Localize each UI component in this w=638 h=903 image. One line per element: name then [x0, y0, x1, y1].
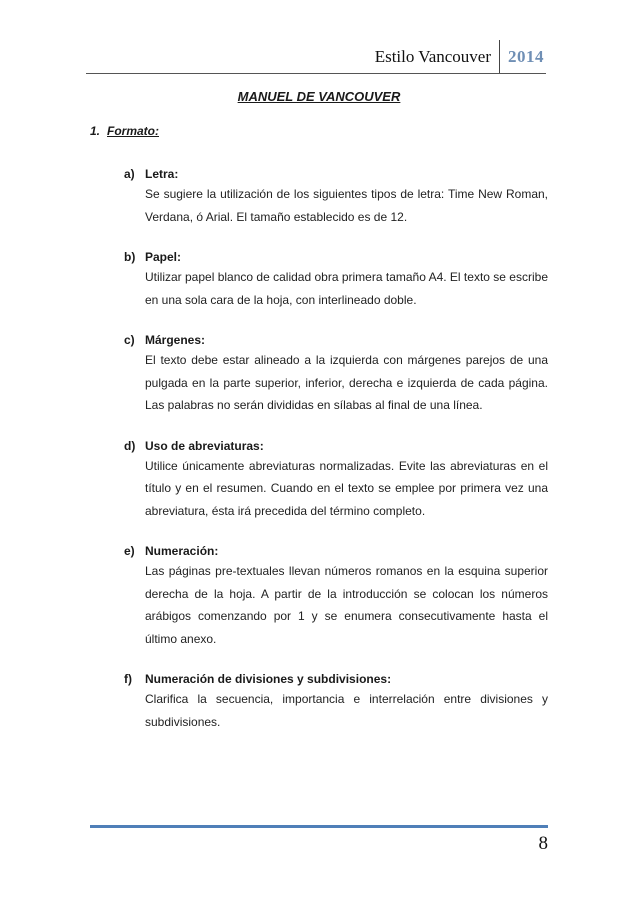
- item-body: Utilice únicamente abreviaturas normalizadas. Evite las abreviaturas en el título y en el resumen. Cuando en el texto se emplee por primera vez una abreviatura, ésta irá precedida del término completo.: [145, 458, 548, 518]
- page-number: 8: [538, 833, 548, 854]
- item-title: [124, 249, 548, 266]
- item-letter: d): [124, 438, 136, 453]
- item-letter: b): [124, 250, 136, 264]
- item-title-text: Letra:: [145, 167, 179, 181]
- item-letter: a): [124, 167, 135, 181]
- item-title: [124, 543, 548, 560]
- item-letter: f): [124, 672, 132, 686]
- header-year: 2014: [508, 47, 544, 66]
- document-title: MANUEL DE VANCOUVER: [237, 89, 401, 104]
- item-title-text: Numeración de divisiones y subdivisiones:: [145, 672, 392, 686]
- item-title: [124, 332, 548, 349]
- format-item-abreviaturas: [124, 438, 548, 523]
- format-item-letra: [124, 166, 548, 228]
- section-heading: [90, 124, 159, 138]
- format-item-papel: [124, 249, 548, 311]
- format-item-numeracion: [124, 543, 548, 650]
- item-title-text: Uso de abreviaturas:: [145, 438, 264, 453]
- item-body: Utilizar papel blanco de calidad obra primera tamaño A4. El texto se escribe en una sola cara de la hoja, con interlineado doble.: [145, 270, 548, 307]
- item-title: [124, 166, 548, 183]
- item-title-text: Papel:: [145, 250, 182, 264]
- section-number: 1.: [90, 124, 101, 138]
- item-body: Se sugiere la utilización de los siguientes tipos de letra: Time New Roman, Verdana, ó Arial. El tamaño establecido es de 12.: [145, 187, 548, 224]
- item-body: El texto debe estar alineado a la izquierda con márgenes parejos de una pulgada en la parte superior, inferior, derecha e izquierda de cada página. Las palabras no serán divididas en sílabas al final de una línea.: [145, 353, 548, 412]
- page-header: [375, 40, 544, 74]
- header-title: Estilo Vancouver: [374, 47, 491, 66]
- format-item-list: [124, 166, 548, 754]
- item-title-text: Numeración:: [145, 544, 219, 558]
- item-body: Las páginas pre-textuales llevan números romanos en la esquina superior derecha de la hoja. A partir de la introducción se colocan los números arábigos comenzando por 1 y se enumera consecutivamente hasta el último anexo.: [145, 564, 548, 646]
- format-item-divisiones: [124, 671, 548, 733]
- item-title: [124, 671, 548, 688]
- item-letter: e): [124, 544, 135, 558]
- item-title: [124, 438, 548, 455]
- header-rule: [86, 73, 546, 74]
- item-letter: c): [124, 333, 135, 347]
- item-title-text: Márgenes:: [145, 333, 206, 347]
- format-item-margenes: [124, 332, 548, 417]
- section-title: Formato:: [107, 124, 159, 138]
- item-body: Clarifica la secuencia, importancia e interrelación entre divisiones y subdivisiones.: [145, 692, 548, 729]
- footer-rule: [90, 825, 548, 828]
